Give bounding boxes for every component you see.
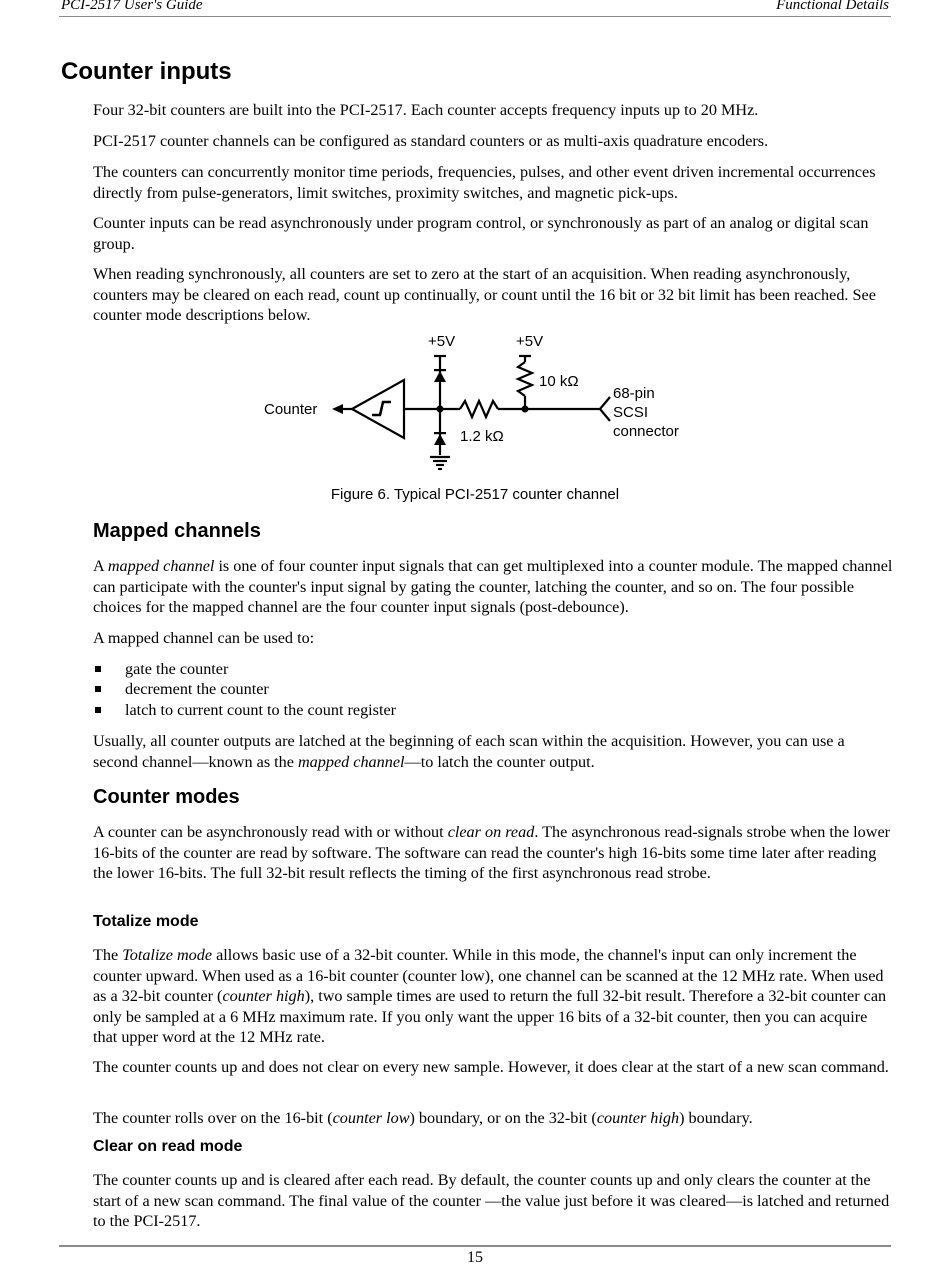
connector-label-1: 68-pin <box>613 385 655 402</box>
paragraph: A mapped channel can be used to: <box>93 629 315 647</box>
output-arrowhead <box>332 404 343 414</box>
list-item-text: decrement the counter <box>125 680 269 698</box>
paragraph: The counters can concurrently monitor time periods, frequencies, pulses, and other event driven incremental occurrences directly from pulse-generators, limit switches, proximity switches, and magnetic pick-ups. <box>93 163 876 202</box>
header-doc-title: PCI-2517 User's Guide <box>61 0 203 13</box>
paragraph: When reading synchronously, all counters are set to zero at the start of an acquisition. When reading asynchronously, counters may be cleared on each read, count up continually, or count until the 16 bit or 32 bit limit has been reached. See counter mode descriptions below. <box>93 265 876 324</box>
emphasis: mapped channel <box>297 752 405 771</box>
pullup-resistor-label: 10 kΩ <box>539 373 579 390</box>
text-run: allows basic use of a 32-bit counter. While in this mode, the channel's input can only increment the counter upward. When used as a 16-bit counter (counter low), one channel can be scanned at the 12 MHz rate. When used as a 32-bit counter ( <box>93 946 884 1005</box>
text-run: A <box>93 557 108 575</box>
heading-counter-inputs: Counter inputs <box>61 58 232 85</box>
paragraph: The counter counts up and does not clear on every new sample. However, it does clear at the start of a new scan command. <box>93 1058 889 1076</box>
lower-diode <box>434 434 446 445</box>
emphasis: mapped channel <box>107 557 215 575</box>
text-run: The counter rolls over on the 16-bit ( <box>93 1109 333 1127</box>
paragraph: The counter counts up and is cleared after each read. By default, the counter counts up and only clears the counter at the start of a new scan command. The final value of the counter —the value just before it was cleared—is latched and returned to the PCI-2517. <box>93 1171 890 1230</box>
paragraph <box>93 556 893 618</box>
text-run: The <box>93 946 123 964</box>
paragraph <box>93 945 893 1048</box>
heading-clear-on-read-mode: Clear on read mode <box>93 1138 243 1155</box>
heading-totalize-mode: Totalize mode <box>93 913 199 930</box>
header-section-title: Functional Details <box>776 0 889 13</box>
paragraph <box>93 822 893 884</box>
counter-channel-schematic <box>250 328 700 488</box>
figure-caption: Figure 6. Typical PCI-2517 counter channel <box>330 486 620 503</box>
list-item-text: gate the counter <box>125 660 229 678</box>
bullet-icon <box>95 666 101 672</box>
text-run: ) boundary, or on the 32-bit ( <box>409 1109 597 1127</box>
bullet-icon <box>95 707 101 713</box>
series-resistor-label: 1.2 kΩ <box>460 428 504 445</box>
connector-label-3: connector <box>613 423 679 440</box>
page-number: 15 <box>467 1249 483 1266</box>
emphasis: counter high <box>596 1109 680 1127</box>
counter-label: Counter <box>264 401 318 418</box>
junction-node <box>522 406 529 413</box>
emphasis: counter low <box>332 1109 410 1127</box>
text-run: ) boundary. <box>679 1109 753 1127</box>
emphasis: counter high <box>222 987 305 1005</box>
list-item-text: latch to current count to the count register <box>125 701 397 719</box>
paragraph: PCI-2517 counter channels can be configured as standard counters or as multi-axis quadrature encoders. <box>93 132 769 150</box>
bullet-icon <box>95 686 101 692</box>
text-run: . The asynchronous read-signals strobe when the lower 16-bits of the counter are read by software. The software can read the counter's high 16-bits some time later after reading the lower 16-bits. The full 32-bit result reflects the timing of the first asynchronous read strobe. <box>93 823 891 882</box>
text-run: ), two sample times are used to return the full 32-bit result. Therefore a 32-bit counter can only be sampled at a 6 MHz maximum rate. If you only want the upper 16 bits of a 32-bit counter, then you can acquire that upper word at the 12 MHz rate. <box>93 987 887 1046</box>
paragraph <box>93 731 893 772</box>
schmitt-buffer-triangle <box>352 380 404 438</box>
paragraph: Counter inputs can be read asynchronously under program control, or synchronously as part of an analog or digital scan group. <box>93 214 869 253</box>
header-rule <box>59 16 891 17</box>
paragraph: Four 32-bit counters are built into the PCI-2517. Each counter accepts frequency inputs up to 20 MHz. <box>93 101 759 119</box>
text-run: —to latch the counter output. <box>404 752 595 771</box>
emphasis: Totalize mode <box>122 946 213 964</box>
text-run: is one of four counter input signals that can get multiplexed into a counter module. The mapped channel can participate with the counter's input signal by gating the counter, latching the counter, and so on. The four possible choices for the mapped channel are the four counter input signals (post-debounce). <box>93 557 893 616</box>
text-run: Usually, all counter outputs are latched at the beginning of each scan within the acquisition. However, you can use a second channel—known as the <box>93 732 845 771</box>
paragraph <box>93 1108 893 1129</box>
connector-label-2: SCSI <box>613 404 649 421</box>
supply-label-1: +5V <box>428 333 456 350</box>
upper-diode <box>434 371 446 382</box>
supply-label-2: +5V <box>516 333 544 350</box>
junction-node <box>437 406 444 413</box>
heading-mapped-channels: Mapped channels <box>93 520 261 542</box>
text-run: A counter can be asynchronously read with or without <box>93 823 448 841</box>
heading-counter-modes: Counter modes <box>93 786 240 808</box>
footer-rule <box>59 1245 891 1247</box>
emphasis: clear on read <box>447 823 535 841</box>
